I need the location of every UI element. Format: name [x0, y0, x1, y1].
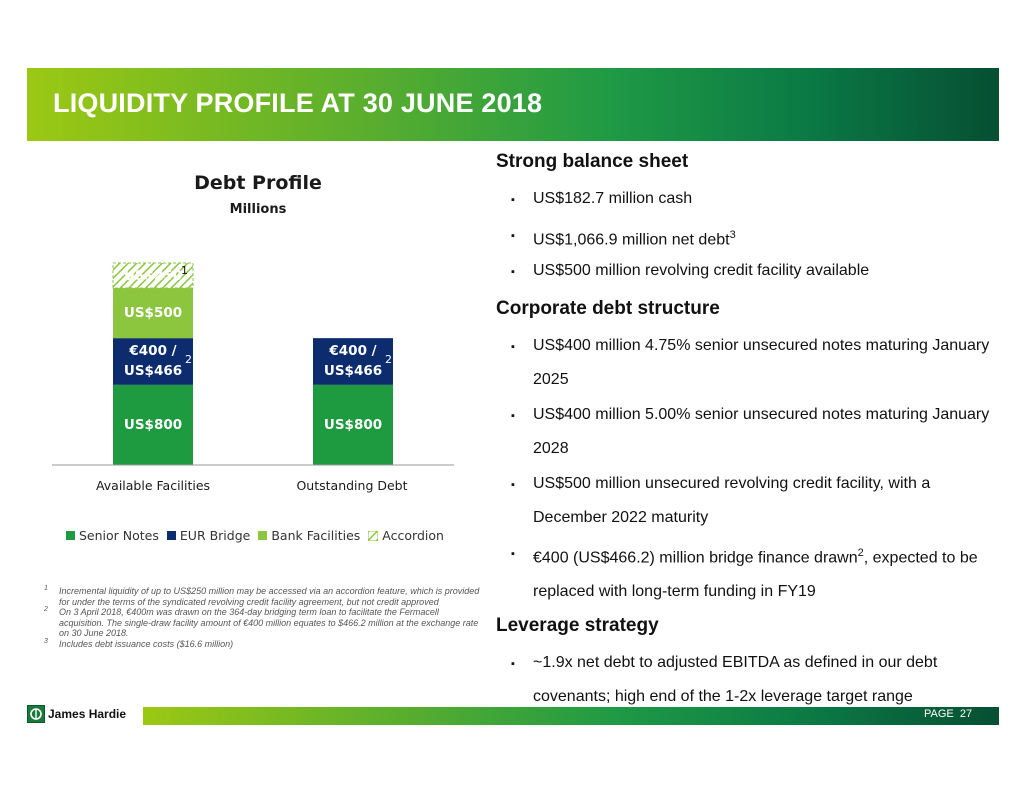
heading-corporate-debt-structure: Corporate debt structure [496, 298, 720, 319]
bullet-text: US$500 million unsecured revolving credit facility, with a December 2022 maturity [533, 475, 931, 526]
bullet-marker: ▪ [511, 341, 515, 353]
chart-legend [66, 528, 444, 543]
bar-label-superscript: 2 [185, 353, 192, 367]
legend-accordion [368, 528, 444, 543]
bar-data-label: €400 / US$466 [123, 343, 183, 380]
chart-title: Debt Profile [194, 172, 322, 194]
bullet-text: €400 (US$466.2) million bridge finance drawn$^2$, expected to be replaced with long-term funding in FY19 [533, 547, 978, 601]
bar-label-superscript: 2 [385, 353, 392, 367]
superscript: 2 [857, 547, 864, 559]
legend-label: Bank Facilities [271, 528, 361, 543]
category-label-outstanding: Outstanding Debt [296, 478, 408, 493]
bullet-marker: ▪ [511, 658, 515, 670]
debt-profile-chart [0, 0, 470, 480]
bullet-marker: ▪ [511, 194, 515, 206]
footnote-text: Includes debt issuance costs ($16.6 million) [59, 638, 234, 649]
bullet-marker: ▪ [511, 266, 515, 278]
legend-eur-bridge [167, 528, 250, 543]
bullet-marker: ▪ [511, 410, 515, 422]
chart-subtitle: Millions [229, 202, 287, 217]
bar-data-label: €400 / US$466 [323, 343, 383, 380]
heading-strong-balance-sheet: Strong balance sheet [496, 151, 689, 172]
bullet-text: US$182.7 million cash [533, 190, 693, 207]
bullet-marker: ▪ [511, 230, 515, 242]
logo-icon [27, 705, 45, 723]
legend-label: Senior Notes [79, 528, 159, 543]
bullet-text: US$400 million 4.75% senior unsecured notes maturing January 2025 [533, 337, 990, 388]
page-number: PAGE 27 [924, 708, 973, 720]
footnote-text: On 3 April 2018, €400m was drawn on the 364-day bridging term loan to facilitate the Fermacell acquisition. The single-draw facility amount of €400 million equates to $466.2 million at the exchange rate on 30 June 2018. [59, 607, 479, 639]
legend-label: Accordion [382, 528, 444, 543]
bullet-text: US$500 million revolving credit facility available [533, 262, 870, 279]
bullet-text: ~1.9x net debt to adjusted EBITDA as defined in our debt covenants; high end of the 1-2x leverage target range [533, 654, 938, 705]
footnote [44, 607, 484, 639]
footnotes [44, 586, 484, 650]
legend-swatch [167, 531, 176, 540]
footnote-number: 2 [44, 606, 48, 614]
footnote-text: Incremental liquidity of up to US$250 million may be accessed via an accordion feature, which is provided for under the terms of the syndicated revolving credit facility agreement, but not credit approved [59, 586, 480, 607]
category-label-available: Available Facilities [95, 478, 211, 493]
bar-data-label: US$250 [123, 267, 183, 284]
legend-label: EUR Bridge [179, 528, 251, 543]
heading-leverage-strategy: Leverage strategy [496, 615, 659, 636]
legend-swatch [66, 531, 75, 540]
company-logo [27, 705, 126, 723]
bullet-text: US$1,066.9 million net debt$^3$ [533, 229, 736, 249]
footnote-number: 1 [44, 585, 48, 592]
legend-bank-facilities [258, 528, 360, 543]
footnote [44, 639, 484, 650]
bar-data-label: US$800 [323, 416, 383, 433]
footer-bar [143, 707, 999, 725]
bar-label-superscript: 1 [181, 263, 188, 277]
slide-title: LIQUIDITY PROFILE AT 30 JUNE 2018 [53, 88, 543, 118]
logo-text: James Hardie [48, 707, 127, 721]
bar-data-label: US$500 [123, 305, 183, 322]
superscript: 3 [729, 229, 736, 241]
legend-swatch [258, 531, 267, 540]
bullet-text: US$400 million 5.00% senior unsecured notes maturing January 2028 [533, 406, 990, 457]
footnote-number: 3 [44, 637, 48, 645]
bullet-marker: ▪ [511, 548, 515, 560]
legend-senior-notes [66, 528, 159, 543]
legend-swatch [368, 531, 378, 541]
bar-data-label: US$800 [123, 416, 183, 433]
footnote [44, 586, 484, 607]
bullet-marker: ▪ [511, 479, 515, 491]
